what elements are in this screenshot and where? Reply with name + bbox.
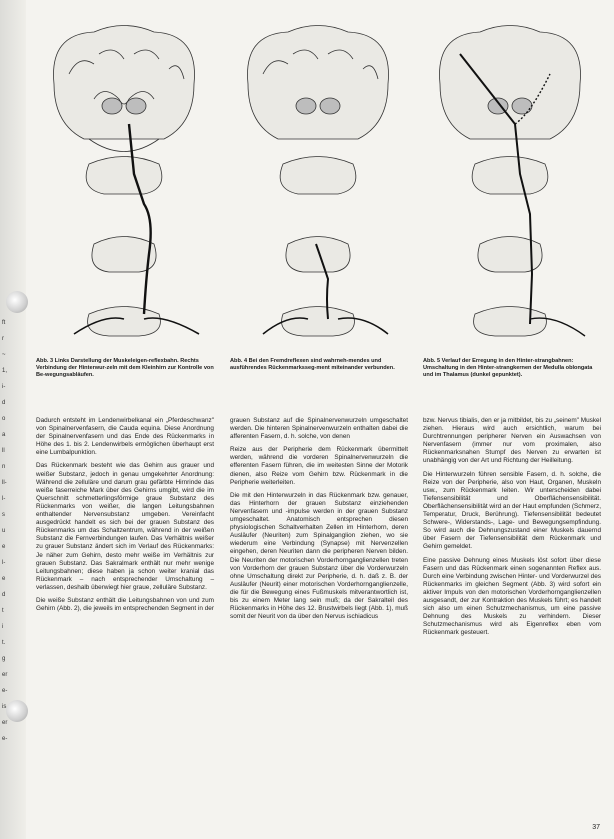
gutter-text-fragment: ll- <box>2 480 7 486</box>
gutter-text-fragment: t <box>2 608 4 614</box>
figure-abb-4 <box>228 14 408 352</box>
gutter-text-fragment: s <box>2 512 5 518</box>
spinal-reflex-diagram-2 <box>228 14 408 352</box>
gutter-text-fragment: u <box>2 528 6 534</box>
gutter-text-fragment: ll <box>2 448 5 454</box>
figure-caption-abb-3: Abb. 3 Links Darstellung der Muskeleigen-reflexbahn. Rechts Verbindung der Hinterwur-zeln mit dem Kleinhirn zur Kontrolle von Be-wegungsabläufen. <box>36 358 214 378</box>
gutter-text-fragment: d <box>2 592 6 598</box>
text-column-2 <box>230 417 408 626</box>
gutter-text-fragment: er <box>2 672 8 678</box>
figure-abb-5 <box>420 14 600 352</box>
gutter-text-fragment: e <box>2 544 6 550</box>
paragraph: Die Hinterwurzeln führen sensible Fasern, d. h. solche, die Reize von der Peripherie, also von Haut, Organen, Muskeln usw., zum Rückenmark leiten. Wir unterscheiden dabei Tiefensensibilität und Oberflächensensibilität. Oberflächensensibilität wird an der Haut empfunden (Schmerz, Temperatur, Druck, Berührung). Tiefensensibilität bedeutet Schwere-, Widerstands-, Lage- und Bewegungsempfindung. So wird auch die Dehnungszustand einer Muskels dauernd über Fasern der Tiefensensibilität dem Rückenmark und Gehirn gemeldet. <box>423 470 601 551</box>
gutter-text-fragment: er <box>2 720 8 726</box>
paragraph: Das Rückenmark besteht wie das Gehirn aus grauer und weißer Substanz, jedoch in genau umgekehrter Anordnung: Während die zelluläre und darum grau gefärbte Hirnrinde das weiße faserreiche Mark über des Gehirns umgibt, wird die im Querschnitt schmetterlingsförmige graue Substanz des Rückenmarks von weißer, die langen Leitungsbahnen enthaltender Nervensubstanz umgeben. Vereinfacht ausgedrückt handelt es sich bei der grauen Substanz des Rückenmarks um das Schaltzentrum, während in der weißen Substanz die Fernverbindungen laufen. Das Verhältnis weißer zu grauer Substanz ändert sich im Verlauf des Rückenmarks: Je näher zum Gehirn, desto mehr weiße im Verhältnis zur grauen Substanz. Das Sakralmark enthält nur mehr wenige Leitungsbahnen; diese haben ja schon weiter kranial das Rückenmark – nach entsprechender Umschaltung – verlassen, deshalb überwiegt hier graue, zelluläre Substanz. <box>36 462 214 591</box>
gutter-text-fragment: a <box>2 432 6 438</box>
gutter-text-fragment: d <box>2 400 6 406</box>
gutter-text-fragment: is <box>2 704 7 710</box>
paragraph: bzw. Nervus tibialis, den er ja mitbildet, bis zu „seinem" Muskel ziehen. Hieraus wird auch ersichtlich, warum bei Durchtrennungen peripherer Nerven ein Auswachsen von Nervenfasern (immer nur vom proximalen, also Rückenmarksnahen Stumpf des Nerven zu erwarten ist unabhängig von der Art und Richtung der Heilleitung. <box>423 417 601 465</box>
text-column-3 <box>423 417 601 642</box>
gutter-text-fragment: e- <box>2 688 8 694</box>
paragraph: grauen Substanz auf die Spinalnervenwurzeln umgeschaltet werden. Die hinteren Spinalnervenwurzeln enthalten dabei die afferenten Fasern, d. h. solche, von denen <box>230 417 408 441</box>
figure-abb-3 <box>34 14 214 352</box>
gutter-text-fragment: n <box>2 464 6 470</box>
punch-hole-bottom <box>6 700 28 722</box>
text-column-1 <box>36 417 214 618</box>
gutter-text-fragment: e- <box>2 736 8 742</box>
gutter-text-fragment: ft <box>2 320 6 326</box>
paragraph: Die mit den Hinterwurzeln in das Rückenmark bzw. genauer, das Hinterhorn der grauen Substanz einziehenden Nervenfasern und -impulse werden in der grauen Substanz umgeschaltet. Anatomisch entsprechen diesen physiologischen Schaltverhalten Zellen im Hinterhorn, deren Ausläufer (Neuriten) zum Spinalganglion ziehen, wo sie wiederum eine Verbindung (Synapse) mit Nervenzellen eingehen, deren Neuriten dann die peripheren Nerven bilden. Die Neuriten der motorischen Vorderhornganglienzellen treten von Vorderhorn der grauen Substanz über die Vorderwurzeln ohne Umschaltung direkt zur Peripherie, d. h. daß z. B. der Ausläufer (Neurit) einer motorischen Vorderhornganglienzelle, die für die Bewegung eines Fußmuskels mitverantwortlich ist, bis zu einem Meter lang sein muß; da der Sakralteil des Rückenmarks in Höhe des 12. Brustwirbels liegt (Abb. 1), muß somit der Neurit von da über den Nervus ischiadicus <box>230 491 408 621</box>
gutter-text-fragment: i- <box>2 384 6 390</box>
gutter-text-fragment: l- <box>2 496 6 502</box>
gutter-text-fragment: l- <box>2 560 6 566</box>
gutter-text-fragment: ~ <box>2 352 6 358</box>
figure-caption-abb-5: Abb. 5 Verlauf der Erregung in den Hinter-strangbahnen: Umschaltung in den Hinter-strangkernen der Medulla oblongata und im Thalamus (dunkel gepunktet). <box>423 358 593 378</box>
gutter-text-fragment: r <box>2 336 4 342</box>
gutter-text-fragment: e <box>2 576 6 582</box>
gutter-text-fragment: g <box>2 656 6 662</box>
gutter-text-fragment: i <box>2 624 4 630</box>
spinal-pathway-diagram <box>420 14 600 352</box>
paragraph: Dadurch entsteht im Lendenwirbelkanal ein „Pferdeschwanz" von Spinalnervenfasern, die Cauda equina. Diese Anordnung der Spinalnervenfasern und das Ende des Rückenmarks in Höhe des 1. bis 2. Lendenwirbels ermöglichen überhaupt erst eine Lumbalpunktion. <box>36 417 214 457</box>
punch-hole-top <box>6 291 28 313</box>
paragraph: Die weiße Substanz enthält die Leitungsbahnen von und zum Gehirn (Abb. 2), die jeweils im entsprechenden Segment in der <box>36 596 214 613</box>
figure-caption-abb-4: Abb. 4 Bei den Fremdreflexen sind wahrneh-mendes und ausführendes Rückenmarksseg-ment miteinander verbunden. <box>230 358 395 371</box>
paragraph: Reize aus der Peripherie dem Rückenmark übermittelt werden, während die vorderen Spinalnervenwurzeln die efferenten Fasern führen, die im weitesten Sinne der Motorik dienen, also Reize vom Gehirn bzw. Rückenmark in die Peripherie weiterleiten. <box>230 446 408 486</box>
page-number: 37 <box>592 824 600 831</box>
paragraph: Eine passive Dehnung eines Muskels löst sofort über diese Fasern und das Rückenmark einen sogenannten Reflex aus. Durch eine Verbindung zwischen Hinter- und Vorderwurzel des Rückenmarks im gleichen Segment (Abb. 3) wird sofort ein aktiver Impuls von den motorischen Vorderhornganglienzellen ausgesandt, der zur Kontraktion des Muskels führt; es handelt sich also um einen Schutzmechanismus, um eine passive Dehnung des Muskels zu verhindern. Dieser Schutzmechanismus wird als Eigenreflex eben vom Rückenmark gesteuert. <box>423 556 601 637</box>
gutter-text-fragment: o <box>2 416 6 422</box>
gutter-text-fragment: t. <box>2 640 6 646</box>
gutter-text-fragment: 1, <box>2 368 8 374</box>
spinal-reflex-diagram-1 <box>34 14 214 352</box>
